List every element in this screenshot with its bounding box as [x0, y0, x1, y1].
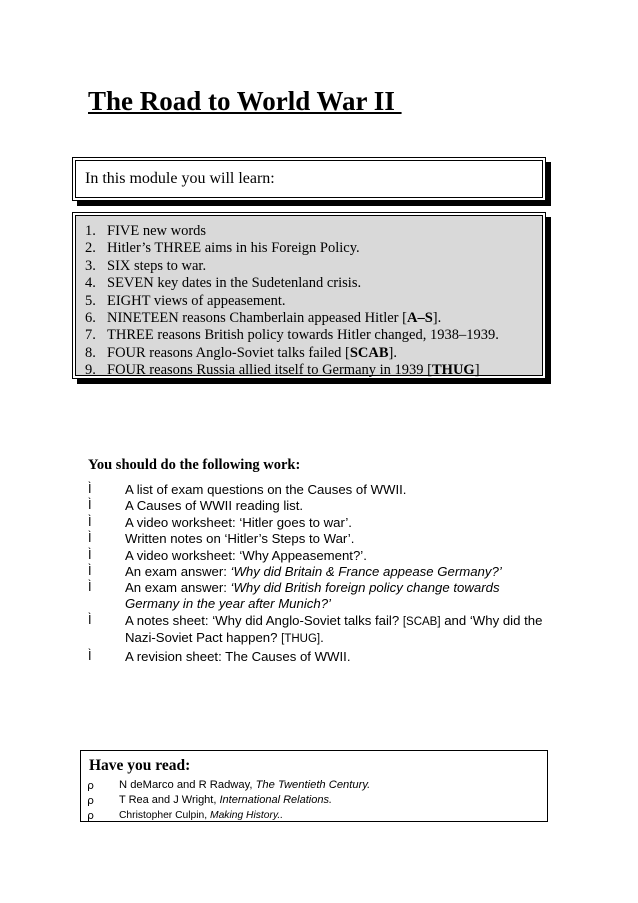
learn-item-number: 6.	[85, 310, 96, 327]
learn-item-after: ].	[432, 310, 442, 327]
reading-item	[87, 793, 370, 808]
learn-item-number: 5.	[85, 292, 96, 309]
work-item-text: A revision sheet: The Causes of WWII.	[125, 648, 351, 664]
work-item-text: Written notes on ‘Hitler’s Steps to War’.	[125, 531, 355, 547]
learn-heading-box	[72, 157, 546, 201]
work-item-text: A notes sheet: ‘Why did Anglo-Soviet talks fail?	[125, 612, 403, 628]
bullet-icon: Ì	[88, 531, 92, 546]
learn-item-text: SEVEN key dates in the Sudetenland crisis.	[107, 275, 362, 292]
bullet-icon: ρ	[87, 779, 94, 792]
work-heading: You should do the following work:	[88, 457, 301, 473]
learn-list	[85, 223, 499, 380]
learn-item-tag: THUG	[432, 362, 475, 379]
page-title: The Road to World War II	[88, 86, 402, 116]
learn-item	[85, 275, 499, 292]
bullet-icon: ρ	[87, 809, 94, 822]
bullet-icon: Ì	[88, 648, 92, 663]
learn-item-text: NINETEEN reasons Chamberlain appeased Hitler [	[107, 310, 407, 327]
learn-item	[85, 327, 499, 344]
work-item-text: and ‘Why did the Nazi-Soviet Pact happen?	[125, 612, 543, 646]
learn-item-number: 1.	[85, 223, 96, 239]
learn-item	[85, 240, 499, 257]
learn-item-number: 2.	[85, 240, 96, 257]
learn-item-text: FOUR reasons Anglo-Soviet talks failed [	[107, 344, 350, 361]
bullet-icon: Ì	[88, 563, 92, 578]
learn-item	[85, 293, 499, 310]
work-item-text: An exam answer:	[125, 563, 231, 579]
bullet-icon: Ì	[88, 498, 92, 513]
work-item-question: ‘Why did Britain & France appease Germany?’	[230, 563, 502, 579]
bullet-icon: Ì	[88, 580, 92, 595]
bullet-icon: Ì	[88, 612, 92, 627]
work-item	[88, 580, 548, 612]
work-item	[88, 531, 548, 547]
learn-heading-inner	[75, 160, 543, 198]
learn-item-number: 4.	[85, 275, 96, 292]
work-item-text: A video worksheet: ‘Why Appeasement?’.	[125, 547, 367, 563]
learn-item-tag: A–S	[406, 310, 433, 327]
bullet-icon: Ì	[88, 514, 92, 529]
reading-item	[87, 778, 370, 793]
learn-item-text: FIVE new words	[107, 223, 207, 239]
reading-box	[80, 750, 548, 822]
learn-item	[85, 258, 499, 275]
work-item	[88, 548, 548, 564]
work-item-tag: [THUG]	[281, 633, 321, 646]
bullet-icon: Ì	[88, 482, 92, 496]
work-item	[88, 649, 548, 665]
learn-item-after: ].	[388, 344, 398, 361]
work-item-text: .	[320, 630, 324, 646]
learn-item	[85, 223, 499, 240]
learn-item-number: 9.	[85, 362, 96, 379]
learn-item-number: 7.	[85, 327, 96, 344]
learn-item-text: THREE reasons British policy towards Hitler changed, 1938–1939.	[107, 327, 499, 344]
reading-list	[87, 778, 370, 823]
bullet-icon: Ì	[88, 547, 92, 562]
learn-item-after: ]	[474, 362, 480, 379]
learn-item-text: Hitler’s THREE aims in his Foreign Policy.	[107, 240, 360, 257]
learn-item-text: FOUR reasons Russia allied itself to Germany in 1939 [	[107, 362, 432, 379]
learn-list-box	[72, 212, 546, 379]
work-item-tag: [SCAB]	[402, 615, 441, 628]
work-item	[88, 482, 548, 498]
learn-item-number: 8.	[85, 344, 96, 361]
learn-heading: In this module you will learn:	[85, 170, 275, 187]
work-list	[88, 482, 548, 665]
reading-title: Making History..	[210, 810, 284, 821]
reading-title: The Twentieth Century.	[255, 779, 371, 791]
learn-item-text: EIGHT views of appeasement.	[107, 292, 286, 309]
learn-item-tag: SCAB	[349, 344, 389, 361]
reading-author: N deMarco and R Radway,	[119, 779, 256, 791]
work-item	[88, 613, 548, 649]
learn-item	[85, 310, 499, 327]
reading-item	[87, 808, 370, 823]
reading-heading: Have you read:	[89, 757, 191, 774]
work-item	[88, 498, 548, 514]
learn-item	[85, 362, 499, 379]
work-item-text: A list of exam questions on the Causes of WWII.	[125, 482, 407, 497]
work-item-text: An exam answer:	[125, 580, 231, 596]
work-item	[88, 515, 548, 531]
work-item-text: A video worksheet: ‘Hitler goes to war’.	[125, 514, 352, 530]
learn-item-number: 3.	[85, 257, 96, 274]
reading-author: Christopher Culpin,	[119, 810, 210, 821]
reading-author: T Rea and J Wright,	[119, 794, 220, 806]
bullet-icon: ρ	[87, 794, 94, 807]
learn-item	[85, 345, 499, 362]
reading-title: International Relations.	[219, 794, 332, 806]
work-item	[88, 564, 548, 580]
work-item-question: ‘Why did British foreign policy change towards Germany in the year after Munich?’	[125, 580, 500, 612]
learn-list-inner	[75, 215, 543, 379]
learn-item-text: SIX steps to war.	[107, 257, 207, 274]
work-item-text: A Causes of WWII reading list.	[125, 498, 304, 514]
